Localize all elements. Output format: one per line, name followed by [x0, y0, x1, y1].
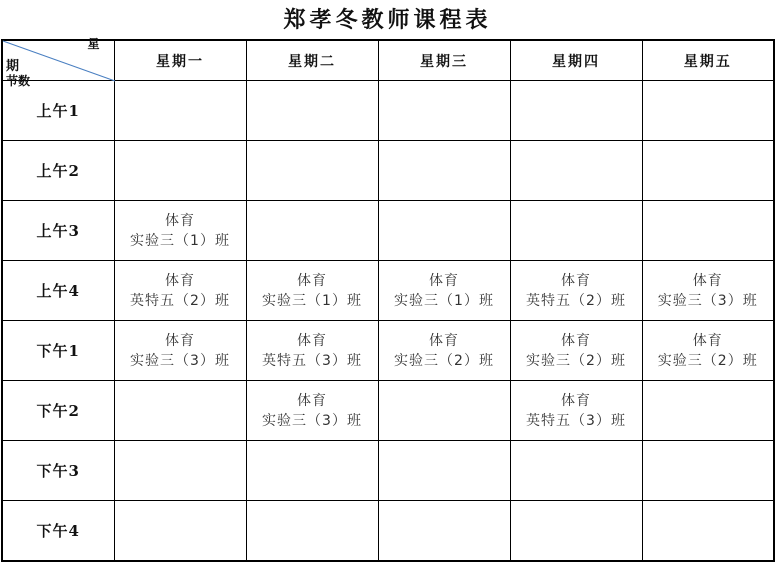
schedule-cell[interactable] — [510, 381, 642, 441]
class-name: 英特五（3）班 — [262, 352, 362, 369]
corner-section-label: 节数 — [6, 74, 31, 88]
schedule-table — [1, 39, 775, 562]
day-header: 星期一 — [114, 40, 246, 81]
schedule-cell[interactable] — [114, 321, 246, 381]
table-row — [2, 441, 774, 501]
class-name: 实验三（2）班 — [657, 352, 758, 369]
schedule-cell[interactable] — [642, 381, 774, 441]
course-name: 体育 — [429, 272, 459, 289]
schedule-cell[interactable] — [378, 501, 510, 562]
schedule-cell[interactable] — [378, 321, 510, 381]
course-name: 体育 — [561, 272, 591, 289]
course-name: 体育 — [165, 212, 195, 229]
schedule-cell[interactable] — [378, 81, 510, 141]
course-name: 体育 — [429, 332, 459, 349]
schedule-cell[interactable] — [642, 321, 774, 381]
table-row — [2, 201, 774, 261]
period-label: 下午4 — [2, 501, 114, 562]
class-name: 英特五（2）班 — [526, 292, 626, 309]
table-row — [2, 141, 774, 201]
period-label: 下午2 — [2, 381, 114, 441]
course-name: 体育 — [297, 392, 327, 409]
schedule-cell[interactable] — [642, 201, 774, 261]
schedule-cell[interactable] — [114, 261, 246, 321]
schedule-cell[interactable] — [378, 141, 510, 201]
schedule-cell[interactable] — [246, 201, 378, 261]
course-name: 体育 — [561, 392, 591, 409]
corner-day-label: 星 — [87, 37, 100, 51]
period-label: 上午3 — [2, 201, 114, 261]
schedule-cell[interactable] — [642, 441, 774, 501]
schedule-cell[interactable] — [114, 501, 246, 562]
class-name: 实验三（1）班 — [130, 232, 230, 249]
schedule-cell[interactable] — [246, 441, 378, 501]
schedule-cell[interactable] — [642, 81, 774, 141]
schedule-cell[interactable] — [510, 261, 642, 321]
period-label: 上午2 — [2, 141, 114, 201]
course-name: 体育 — [297, 272, 327, 289]
schedule-cell[interactable] — [378, 201, 510, 261]
course-name: 体育 — [165, 332, 195, 349]
schedule-cell[interactable] — [510, 81, 642, 141]
schedule-cell[interactable] — [642, 501, 774, 562]
corner-period-label: 期 — [6, 59, 20, 74]
page-title: 郑孝冬教师课程表 — [283, 7, 492, 33]
class-name: 英特五（3）班 — [526, 412, 626, 429]
period-label: 下午1 — [2, 321, 114, 381]
schedule-cell[interactable] — [114, 381, 246, 441]
class-name: 实验三（1）班 — [394, 292, 494, 309]
schedule-cell[interactable] — [246, 141, 378, 201]
course-name: 体育 — [561, 332, 591, 349]
schedule-cell[interactable] — [510, 321, 642, 381]
schedule-cell[interactable] — [246, 261, 378, 321]
schedule-cell[interactable] — [510, 501, 642, 562]
table-row — [2, 381, 774, 441]
day-header: 星期三 — [378, 40, 510, 81]
schedule-cell[interactable] — [246, 321, 378, 381]
table-row — [2, 321, 774, 381]
day-header: 星期四 — [510, 40, 642, 81]
course-name: 体育 — [692, 272, 723, 289]
table-row — [2, 501, 774, 562]
schedule-cell[interactable] — [642, 141, 774, 201]
table-row — [2, 81, 774, 141]
class-name: 实验三（3）班 — [262, 412, 362, 429]
header-row — [2, 40, 774, 81]
schedule-cell[interactable] — [246, 501, 378, 562]
schedule-cell[interactable] — [510, 441, 642, 501]
course-name: 体育 — [297, 332, 327, 349]
corner-header-cell — [2, 37, 114, 88]
schedule-cell[interactable] — [510, 141, 642, 201]
schedule-cell[interactable] — [642, 261, 774, 321]
schedule-cell[interactable] — [378, 261, 510, 321]
class-name: 英特五（2）班 — [130, 292, 230, 309]
day-header: 星期五 — [642, 40, 774, 81]
course-name: 体育 — [692, 332, 723, 349]
schedule-cell[interactable] — [510, 201, 642, 261]
course-name: 体育 — [165, 272, 195, 289]
class-name: 实验三（2）班 — [394, 352, 494, 369]
class-name: 实验三（3）班 — [130, 352, 230, 369]
period-label: 上午1 — [2, 81, 114, 141]
schedule-cell[interactable] — [246, 81, 378, 141]
schedule-cell[interactable] — [378, 441, 510, 501]
schedule-cell[interactable] — [114, 441, 246, 501]
schedule-cell[interactable] — [114, 141, 246, 201]
class-name: 实验三（1）班 — [262, 292, 362, 309]
class-name: 实验三（2）班 — [526, 352, 626, 369]
schedule-cell[interactable] — [378, 381, 510, 441]
schedule-cell[interactable] — [246, 381, 378, 441]
table-row — [2, 261, 774, 321]
schedule-cell[interactable] — [114, 201, 246, 261]
day-header: 星期二 — [246, 40, 378, 81]
class-name: 实验三（3）班 — [657, 292, 758, 309]
period-label: 上午4 — [2, 261, 114, 321]
period-label: 下午3 — [2, 441, 114, 501]
schedule-cell[interactable] — [114, 81, 246, 141]
